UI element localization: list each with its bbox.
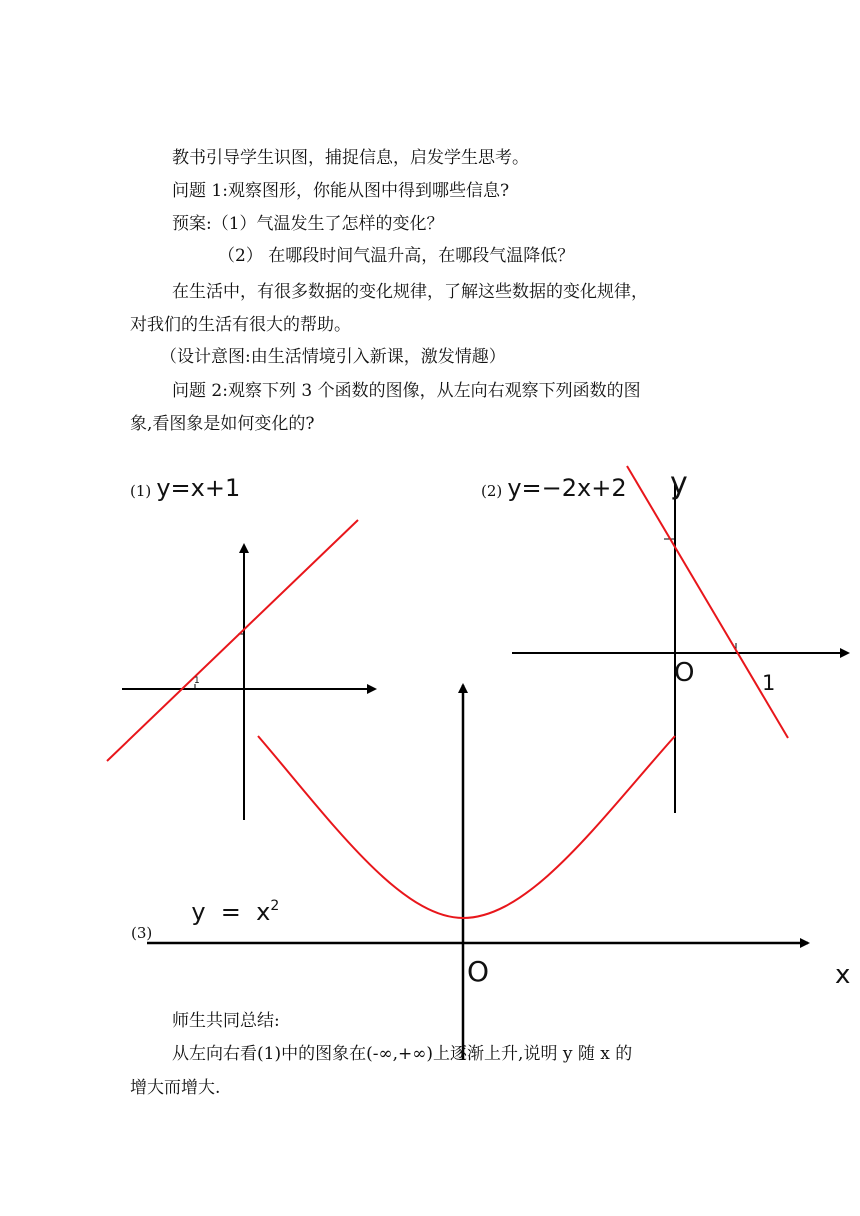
graph3-parabola xyxy=(258,736,675,918)
graph3-equation: y = x xyxy=(191,898,271,926)
graph1-caption xyxy=(130,474,240,502)
graph2-y-label: y xyxy=(670,466,688,501)
graph2-x-tick-label: 1 xyxy=(762,671,776,695)
graph3-number: (3) xyxy=(131,924,153,942)
graph2-caption xyxy=(481,474,627,502)
graph1-line xyxy=(107,520,358,761)
summary-heading: 师生共同总结: xyxy=(172,1011,280,1031)
graph3-origin-label: O xyxy=(467,955,490,988)
question-1: 问题 1:观察图形，你能从图中得到哪些信息? xyxy=(172,181,510,201)
paragraph-intro: 教书引导学生识图，捕捉信息，启发学生思考。 xyxy=(172,148,529,168)
graph3-caption xyxy=(131,897,280,942)
graph1-equation: y=x+1 xyxy=(156,474,241,502)
plan-item-2: （2） 在哪段时间气温升高，在哪段气温降低？ xyxy=(218,246,575,266)
summary-text-b: 增大而增大. xyxy=(130,1078,221,1098)
graph3-x-label: x xyxy=(835,960,851,990)
graph1-tick-label: 1 xyxy=(194,676,200,686)
summary-text-a: 从左向右看(1)中的图象在(-∞,+∞)上逐渐上升,说明 y 随 x 的 xyxy=(172,1044,633,1064)
question-2-a: 问题 2:观察下列 3 个函数的图像，从左向右观察下列函数的图 xyxy=(172,381,641,401)
question-2-b: 象,看图象是如何变化的? xyxy=(130,414,315,434)
graph3-exponent: 2 xyxy=(270,897,280,914)
graph1-number: (1) xyxy=(130,482,152,500)
graph2-line xyxy=(627,466,788,738)
design-intent: （设计意图:由生活情境引入新课，激发情趣） xyxy=(160,347,506,367)
plan-item-1: 预案:（1）气温发生了怎样的变化？ xyxy=(172,214,444,234)
graph2-origin-label: O xyxy=(674,658,695,688)
graph2-number: (2) xyxy=(481,482,503,500)
paragraph-life-a: 在生活中，有很多数据的变化规律，了解这些数据的变化规律， xyxy=(172,282,648,302)
graph2-equation: y=−2x+2 xyxy=(507,474,627,502)
paragraph-life-b: 对我们的生活有很大的帮助。 xyxy=(130,315,351,335)
